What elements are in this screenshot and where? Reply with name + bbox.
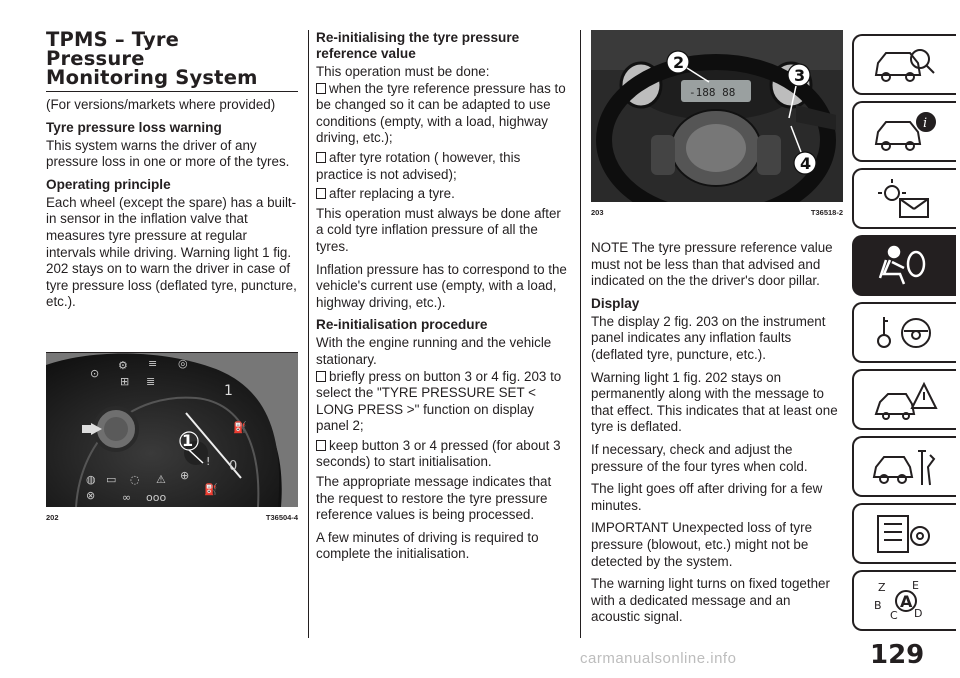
- page-title: TPMS – Tyre Pressure Monitoring System: [46, 30, 298, 92]
- chapter-tabs: [852, 34, 960, 637]
- svg-text:A: A: [900, 591, 913, 611]
- figure-202-caption: [46, 513, 298, 522]
- engine-paragraph: With the engine running and the vehicle stationary.: [316, 335, 552, 367]
- svg-text:⊗: ⊗: [86, 489, 96, 502]
- car-info-icon: [870, 110, 940, 154]
- list-item: briefly press on button 3 or 4 fig. 203 to select the "TYRE PRESSURE SET < LONG PRESS >" function on display panel 2;: [316, 368, 562, 434]
- car-search-icon: [870, 43, 940, 87]
- svg-text:⊙: ⊙: [90, 367, 100, 380]
- callout-3: 3: [794, 66, 806, 85]
- svg-text:-188 88: -188 88: [689, 86, 736, 99]
- svg-text:≡: ≡: [148, 357, 158, 370]
- key-steering-icon: [870, 311, 940, 355]
- principle-paragraph: Each wheel (except the spare) has a built-in sensor in the inflation valve that measures tyre pressure at regular intervals while driving. Warning light 1 fig. 202 stays on to warn the driver in case of tyre pressure loss (deflated tyre, puncture, etc.).: [46, 194, 297, 310]
- warning-light-paragraph: Warning light 1 fig. 202 stays on permanently along with the message to that effect. This indicates that at least one tyre is deflated.: [591, 369, 838, 435]
- column-1: [46, 30, 298, 317]
- svg-text:E: E: [912, 578, 919, 592]
- svg-text:⛽: ⛽: [233, 421, 247, 434]
- column-3: [591, 240, 843, 632]
- figure-number: 202: [46, 513, 59, 522]
- svg-text:◎: ◎: [178, 357, 188, 370]
- tab-car-search[interactable]: [852, 34, 956, 95]
- svg-text:C: C: [890, 608, 898, 622]
- list-item: keep button 3 or 4 pressed (for about 3 seconds) to start initialisation.: [316, 437, 561, 470]
- page-number: 129: [870, 640, 925, 670]
- checkbox-bullet-icon: [316, 152, 326, 163]
- svg-text:⊕: ⊕: [180, 469, 190, 482]
- must-be-done: This operation must be done:: [316, 64, 490, 79]
- column-2: [316, 30, 568, 569]
- svg-text:1: 1: [224, 383, 233, 399]
- heading-operating-principle: Operating principle: [46, 176, 171, 192]
- svg-text:B: B: [874, 598, 882, 612]
- figure-code: T36518-2: [810, 208, 843, 217]
- svg-text:ooo: ooo: [146, 491, 167, 504]
- svg-text:⛽: ⛽: [204, 483, 218, 496]
- svg-text:≣: ≣: [146, 375, 156, 388]
- tab-technical-specs[interactable]: [852, 503, 956, 564]
- svg-text:◍: ◍: [86, 473, 96, 486]
- heading-reinitialising: Re-initialising the tyre pressure reference value: [316, 30, 520, 61]
- svg-text:i: i: [923, 115, 928, 131]
- svg-text:!: !: [206, 455, 211, 468]
- airbag-person-icon: [870, 244, 940, 288]
- tab-starting-driving[interactable]: [852, 302, 956, 363]
- check-paragraph: If necessary, check and adjust the pressure of the four tyres when cold.: [591, 441, 808, 474]
- note-paragraph: NOTE The tyre pressure reference value must not be less than that advised and indicated on the the driver's door pillar.: [591, 240, 833, 289]
- list-item: after replacing a tyre.: [316, 186, 568, 203]
- svg-text:0: 0: [229, 459, 238, 474]
- turns-on-paragraph: The warning light turns on fixed together with a dedicated message and an acoustic signal.: [591, 576, 830, 625]
- svg-text:⊞: ⊞: [120, 375, 130, 388]
- specs-gear-icon: [870, 512, 940, 556]
- versions-note: (For versions/markets where provided): [46, 97, 276, 112]
- checkbox-bullet-icon: [316, 83, 326, 94]
- figure-number: 203: [591, 208, 604, 217]
- list-item: after tyre rotation ( however, this practice is not advised);: [316, 149, 521, 182]
- tab-maintenance[interactable]: [852, 436, 956, 497]
- column-divider: [308, 30, 309, 638]
- callout-4: 4: [800, 154, 812, 173]
- inflation-paragraph: Inflation pressure has to correspond to the vehicle's current use (empty, with a load, highway driving, etc.).: [316, 261, 567, 310]
- warning-paragraph: This system warns the driver of any pressure loss in one or more of the tyres.: [46, 137, 290, 170]
- figure-203-caption: [591, 208, 843, 217]
- figure-203: [591, 30, 843, 217]
- heading-pressure-loss: Tyre pressure loss warning: [46, 119, 222, 135]
- tab-car-info[interactable]: [852, 101, 956, 162]
- svg-text:▭: ▭: [106, 473, 117, 486]
- car-tools-icon: [870, 445, 940, 489]
- column-divider: [580, 30, 581, 638]
- svg-text:⚙: ⚙: [118, 359, 128, 372]
- instrument-cluster-image: [46, 353, 298, 507]
- message-paragraph: The appropriate message indicates that the request to restore the tyre pressure reference values is being processed.: [316, 474, 552, 523]
- svg-text:◌: ◌: [130, 473, 140, 486]
- checkbox-bullet-icon: [316, 371, 326, 382]
- svg-text:∞: ∞: [122, 491, 132, 504]
- few-minutes-paragraph: A few minutes of driving is required to complete the initialisation.: [316, 529, 539, 562]
- display-paragraph: The display 2 fig. 203 on the instrument panel indicates any inflation faults (deflated tyre, puncture, etc.).: [591, 313, 826, 362]
- svg-text:Z: Z: [878, 580, 886, 594]
- always-paragraph: This operation must always be done after a cold tyre inflation pressure of all the tyres.: [316, 205, 561, 254]
- tab-emergency[interactable]: [852, 369, 956, 430]
- goes-off-paragraph: The light goes off after driving for a few minutes.: [591, 481, 823, 513]
- tab-warning-lights[interactable]: [852, 168, 956, 229]
- breakdown-icon: [870, 378, 940, 422]
- alphabet-index-icon: [870, 579, 940, 623]
- svg-text:⚠: ⚠: [156, 473, 166, 486]
- figure-code: T36504-4: [265, 513, 298, 522]
- tab-index[interactable]: [852, 570, 956, 631]
- important-paragraph: IMPORTANT Unexpected loss of tyre pressure (blowout, etc.) might not be detected by the system.: [591, 520, 813, 569]
- tab-safety[interactable]: [852, 235, 956, 296]
- callout-2: 2: [673, 53, 685, 72]
- heading-procedure: Re-initialisation procedure: [316, 317, 488, 333]
- checkbox-bullet-icon: [316, 440, 326, 451]
- list-item: when the tyre reference pressure has to be changed so it can be adapted to use conditions (empty, with a load, highway driving, etc.);: [316, 80, 566, 146]
- checkbox-bullet-icon: [316, 188, 326, 199]
- warning-lights-icon: [870, 177, 940, 221]
- steering-wheel-image: [591, 30, 843, 202]
- conditions-list: [316, 81, 568, 203]
- heading-display: Display: [591, 295, 640, 311]
- figure-202: [46, 352, 298, 522]
- svg-text:D: D: [914, 606, 923, 620]
- watermark: carmanualsonline.info: [580, 650, 737, 667]
- callout-1: 1: [182, 431, 194, 450]
- procedure-list: [316, 369, 568, 472]
